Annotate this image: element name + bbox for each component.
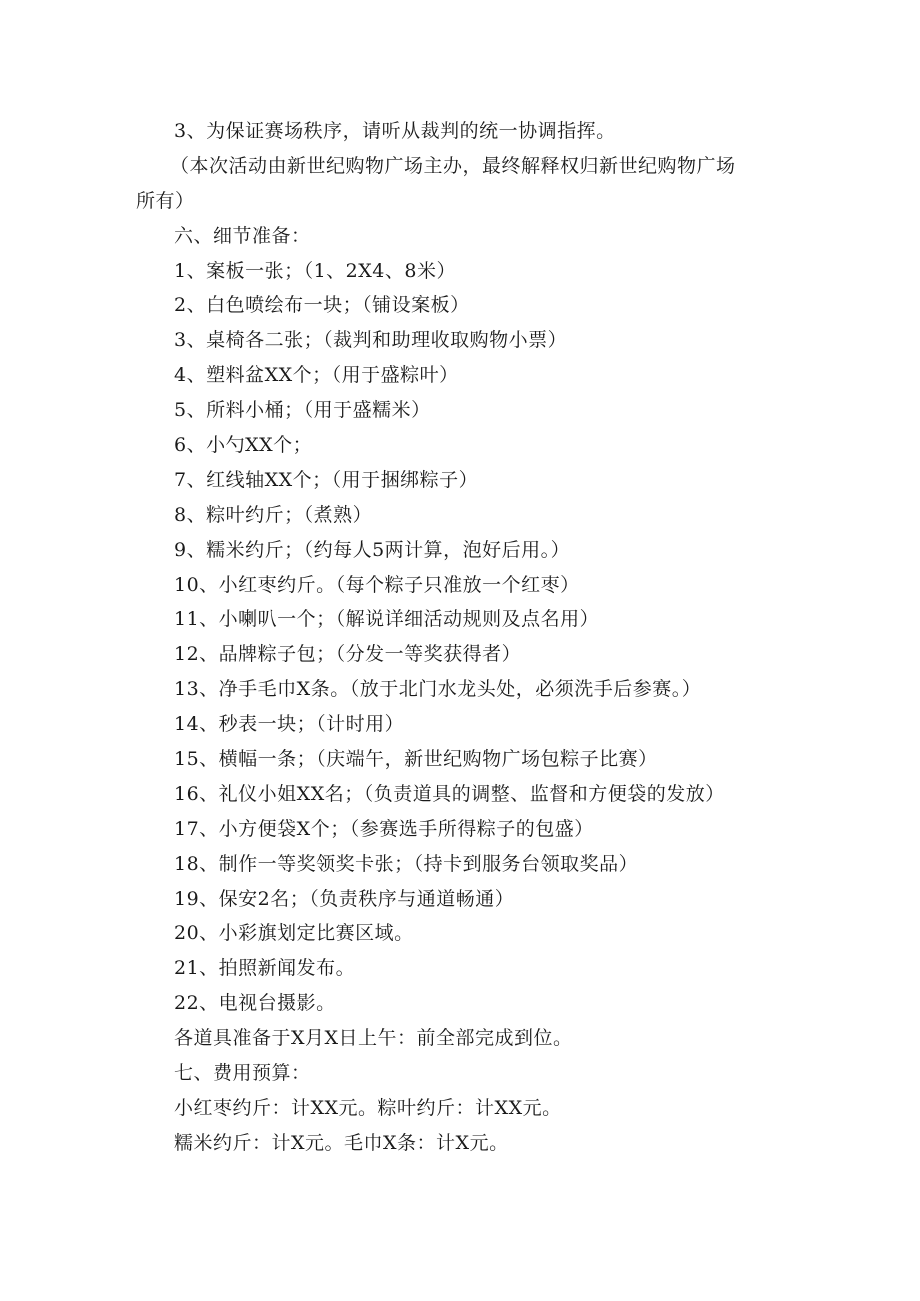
prep-deadline: 各道具准备于X月X日上午：前全部完成到位。 <box>174 1027 573 1050</box>
prep-item-7: 7、红线轴XX个；（用于捆绑粽子） <box>174 468 479 491</box>
section-heading-details: 六、细节准备： <box>174 224 311 247</box>
prep-item-18: 18、制作一等奖领奖卡张；（持卡到服务台领取奖品） <box>174 852 639 875</box>
prep-item-22: 22、电视台摄影。 <box>174 992 336 1015</box>
prep-item-6: 6、小勺XX个； <box>174 434 313 457</box>
prep-item-21: 21、拍照新闻发布。 <box>174 957 356 980</box>
prep-item-20: 20、小彩旗划定比赛区域。 <box>174 922 414 945</box>
rule-item-3: 3、为保证赛场秩序，请听从裁判的统一协调指挥。 <box>174 120 616 142</box>
prep-item-5: 5、所料小桶；（用于盛糯米） <box>174 399 431 422</box>
prep-item-12: 12、品牌粽子包；（分发一等奖获得者） <box>174 643 522 666</box>
prep-item-17: 17、小方便袋X个；（参赛选手所得粽子的包盛） <box>174 817 594 840</box>
prep-item-13: 13、净手毛巾X条。（放于北门水龙头处，必须洗手后参赛。） <box>174 678 702 701</box>
prep-item-19: 19、保安2名；（负责秩序与通道畅通） <box>174 887 515 910</box>
prep-item-16: 16、礼仪小姐XX名；（负责道具的调整、监督和方便袋的发放） <box>174 782 725 805</box>
prep-item-3: 3、桌椅各二张；（裁判和助理收取购物小票） <box>174 329 568 352</box>
prep-item-8: 8、粽叶约斤；（煮熟） <box>174 503 373 526</box>
prep-item-9: 9、糯米约斤；（约每人5两计算，泡好后用。） <box>174 538 571 561</box>
prep-item-2: 2、白色喷绘布一块；（铺设案板） <box>174 294 470 317</box>
organizer-note-line-2: 所有） <box>136 189 195 212</box>
organizer-note-line-1: （本次活动由新世纪购物广场主办，最终解释权归新世纪购物广场 <box>170 154 736 177</box>
prep-item-10: 10、小红枣约斤。（每个粽子只准放一个红枣） <box>174 573 580 596</box>
prep-item-14: 14、秒表一块；（计时用） <box>174 713 405 736</box>
prep-item-1: 1、案板一张；（1、2X4、8米） <box>174 259 456 282</box>
prep-item-15: 15、横幅一条；（庆端午，新世纪购物广场包粽子比赛） <box>174 748 658 771</box>
section-heading-budget: 七、费用预算： <box>174 1062 311 1085</box>
budget-line-2: 糯米约斤：计X元。毛巾X条：计X元。 <box>174 1131 509 1154</box>
prep-item-4: 4、塑料盆XX个；（用于盛粽叶） <box>174 364 459 387</box>
document-body <box>136 114 786 1161</box>
budget-line-1: 小红枣约斤：计XX元。粽叶约斤：计XX元。 <box>174 1096 562 1119</box>
prep-item-11: 11、小喇叭一个；（解说详细活动规则及点名用） <box>174 608 600 631</box>
